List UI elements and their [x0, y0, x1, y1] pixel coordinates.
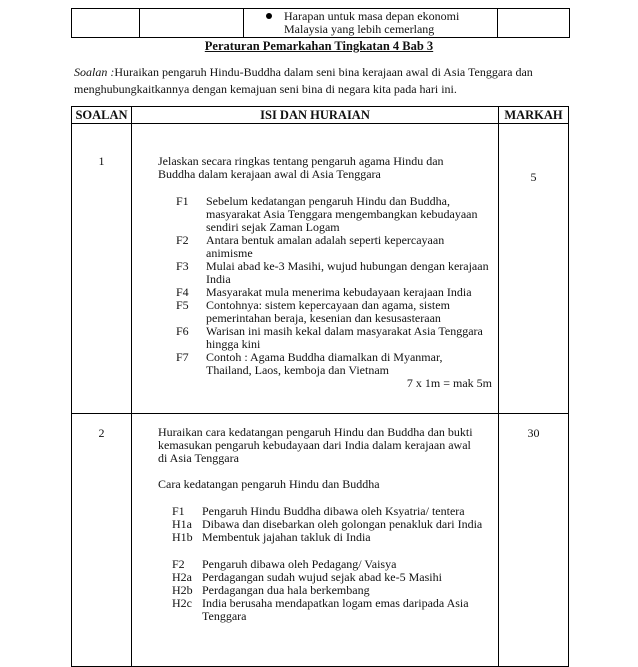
question-mark: 30 [499, 414, 569, 667]
list-item: F2 Antara bentuk amalan adalah seperti kepercayaan animisme [176, 233, 445, 260]
question-line: di Asia Tenggara [158, 451, 239, 465]
list-item: F3 Mulai abad ke-3 Masihi, wujud hubungan dengan kerajaan India [176, 259, 489, 286]
marks-summary: 7 x 1m = mak 5m [406, 376, 492, 390]
list-item: F7 Contoh : Agama Buddha diamalkan di Myanmar, Thailand, Laos, kemboja dan Vietnam [176, 350, 443, 377]
header-markah: MARKAH [499, 107, 569, 124]
list-item: F2 Pengaruh dibawa oleh Pedagang/ Vaisya [172, 557, 397, 571]
top-cell-4 [498, 9, 570, 38]
top-fragment-table [71, 8, 570, 38]
header-soalan: SOALAN [72, 107, 132, 124]
marking-table [71, 106, 569, 667]
question-line: Jelaskan secara ringkas tentang pengaruh agama Hindu dan [158, 154, 444, 168]
question-text: menghubungkaitkannya dengan kemajuan seni bina di negara kita pada hari ini. [74, 82, 457, 96]
list-item: F1 Sebelum kedatangan pengaruh Hindu dan Buddha, masyarakat Asia Tenggara mengembangkan kebudayaan sendiri sejak Zaman Logam [176, 194, 478, 234]
list-item: H1b Membentuk jajahan takluk di India [172, 530, 371, 544]
table-row [72, 414, 569, 667]
table-row [72, 124, 569, 414]
question-text: Huraikan pengaruh Hindu-Buddha dalam seni bina kerajaan awal di Asia Tenggara dan [114, 65, 533, 79]
list-item: F6 Warisan ini masih kekal dalam masyarakat Asia Tenggara hingga kini [176, 324, 483, 351]
question-mark: 5 [499, 124, 569, 414]
list-item: H2b Perdagangan dua hala berkembang [172, 583, 370, 597]
question-label: Soalan : [74, 65, 115, 79]
bullet-icon [266, 13, 272, 19]
answer-cell [132, 414, 499, 667]
question-line: kemasukan pengaruh kebudayaan dari India dalam kerajaan awal [158, 438, 471, 452]
question-intro [74, 64, 574, 98]
question-number: 2 [72, 414, 132, 667]
question-number: 1 [72, 124, 132, 414]
top-cell-2 [140, 9, 244, 38]
top-bullet-line: Harapan untuk masa depan ekonomi [284, 9, 460, 23]
header-isi: ISI DAN HURAIAN [132, 107, 499, 124]
top-cell-3 [244, 9, 498, 38]
list-item: F4 Masyarakat mula menerima kebudayaan kerajaan India [176, 285, 472, 299]
top-bullet-line: Malaysia yang lebih cemerlang [284, 22, 435, 36]
section-subheading: Cara kedatangan pengaruh Hindu dan Buddha [158, 477, 380, 491]
list-item: H1a Dibawa dan disebarkan oleh golongan penakluk dari India [172, 517, 483, 531]
question-line: Buddha dalam kerajaan awal di Asia Tenggara [158, 167, 381, 181]
page-title: Peraturan Pemarkahan Tingkatan 4 Bab 3 [204, 39, 434, 53]
list-item: H2c India berusaha mendapatkan logam emas daripada Asia Tenggara [172, 596, 469, 623]
question-line: Huraikan cara kedatangan pengaruh Hindu dan Buddha dan bukti [158, 425, 473, 439]
top-cell-1 [72, 9, 140, 38]
list-item: F5 Contohnya: sistem kepercayaan dan agama, sistem pemerintahan beraja, kesenian dan kesusasteraan [176, 298, 450, 325]
answer-cell [132, 124, 499, 414]
top-bullet-item [244, 9, 497, 36]
list-item: F1 Pengaruh Hindu Buddha dibawa oleh Ksyatria/ tentera [172, 504, 465, 518]
table-header-row [72, 107, 569, 124]
list-item: H2a Perdagangan sudah wujud sejak abad ke-5 Masihi [172, 570, 442, 584]
